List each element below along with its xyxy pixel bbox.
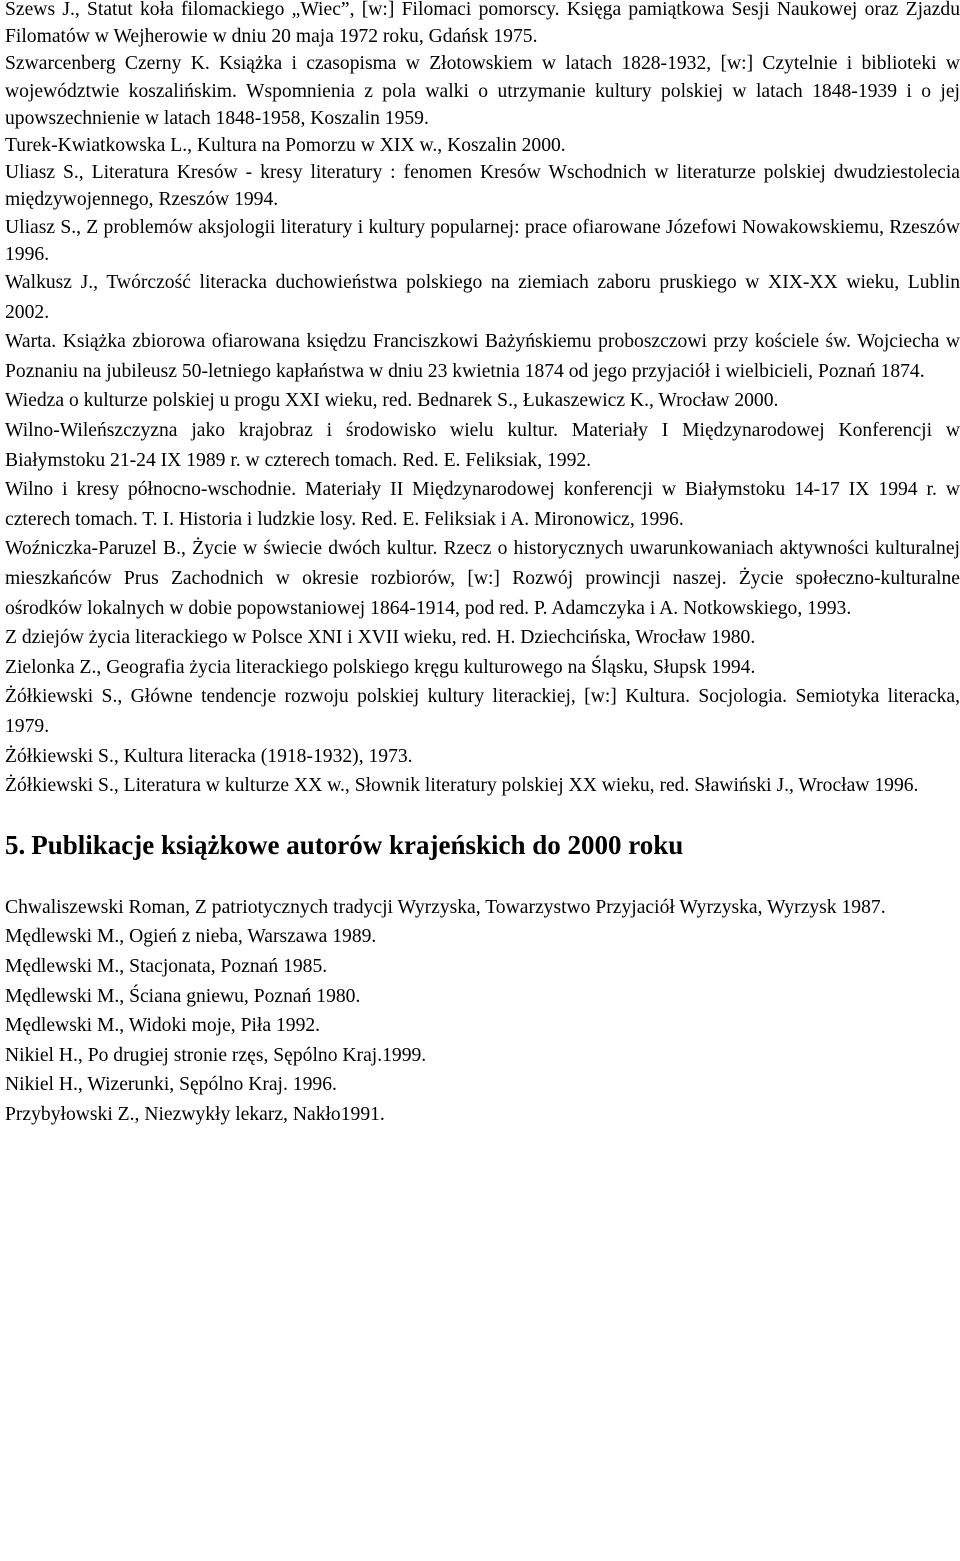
- bibliography-entry: Chwaliszewski Roman, Z patriotycznych tradycji Wyrzyska, Towarzystwo Przyjaciół Wyrzyska, Wyrzysk 1987.: [5, 896, 886, 918]
- bibliography-entry: Szews J., Statut koła filomackiego „Wiec”, [w:] Filomaci pomorscy. Księga pamiątkowa Sesji Naukowej oraz Zjazdu Filomatów w Wejherowie w dniu 20 maja 1972 roku, Gdańsk 1975.: [5, 0, 960, 48]
- bibliography-entry: Nikiel H., Po drugiej stronie rzęs, Sępólno Kraj.1999.: [5, 1044, 427, 1066]
- bibliography-entry: Zielonka Z., Geografia życia literackiego polskiego kręgu kulturowego na Śląsku, Słupsk 1994.: [5, 656, 756, 678]
- bibliography-entry: Walkusz J., Twórczość literacka duchowieństwa polskiego na ziemiach zaboru pruskiego w XIX-XX wieku, Lublin 2002.: [5, 272, 960, 323]
- bibliography-entry: Mędlewski M., Ściana gniewu, Poznań 1980.: [5, 985, 361, 1007]
- bibliography-entry: Nikiel H., Wizerunki, Sępólno Kraj. 1996.: [5, 1074, 337, 1096]
- authors-publications-list: [5, 893, 960, 1130]
- bibliography-entry: Szwarcenberg Czerny K. Książka i czasopisma w Złotowskiem w latach 1828-1932, [w:] Czytelnie i biblioteki w województwie koszalińskim. Wspomnienia z pola walki o utrzymanie kultury polskiej w latach 1848-1939 i o jej upowszechnienie w latach 1848-1958, Koszalin 1959.: [5, 53, 960, 129]
- bibliography-entry: Wilno-Wileńszczyzna jako krajobraz i środowisko wielu kultur. Materiały I Międzynarodowej Konferencji w Białymstoku 21-24 IX 1989 r. w czterech tomach. Red. E. Feliksiak, 1992.: [5, 420, 960, 471]
- bibliography-entry: Uliasz S., Literatura Kresów - kresy literatury : fenomen Kresów Wschodnich w literaturze polskiej dwudziestolecia międzywojennego, Rzeszów 1994.: [5, 162, 960, 211]
- bibliography-entry: Żółkiewski S., Główne tendencje rozwoju polskiej kultury literackiej, [w:] Kultura. Socjologia. Semiotyka literacka, 1979.: [5, 686, 960, 737]
- section-number: 5.: [5, 829, 26, 860]
- bibliography-entry: Uliasz S., Z problemów aksjologii literatury i kultury popularnej: prace ofiarowane Józefowi Nowakowskiemu, Rzeszów 1996.: [5, 216, 960, 265]
- bibliography-entry: Żółkiewski S., Literatura w kulturze XX w., Słownik literatury polskiej XX wieku, red. Sławiński J., Wrocław 1996.: [5, 775, 919, 797]
- bibliography-entry: Turek-Kwiatkowska L., Kultura na Pomorzu w XIX w., Koszalin 2000.: [5, 135, 566, 157]
- bibliography-entry: Wilno i kresy północno-wschodnie. Materiały II Międzynarodowej konferencji w Białymstoku 14-17 IX 1994 r. w czterech tomach. T. I. Historia i ludzkie losy. Red. E. Feliksiak i A. Mironowicz, 1996.: [5, 479, 960, 530]
- bibliography-entry: Wiedza o kulturze polskiej u progu XXI wieku, red. Bednarek S., Łukaszewicz K., Wrocław 2000.: [5, 390, 779, 412]
- bibliography-entry: Żółkiewski S., Kultura literacka (1918-1932), 1973.: [5, 745, 413, 767]
- bibliography-entry: Przybyłowski Z., Niezwykły lekarz, Nakło1991.: [5, 1103, 385, 1125]
- section-title: Publikacje książkowe autorów krajeńskich do 2000 roku: [31, 829, 684, 860]
- bibliography-list: [5, 0, 960, 801]
- bibliography-entry: Mędlewski M., Ogień z nieba, Warszawa 1989.: [5, 926, 377, 948]
- section-heading: [5, 829, 960, 861]
- bibliography-entry: Mędlewski M., Widoki moje, Piła 1992.: [5, 1015, 321, 1037]
- bibliography-entry: Z dziejów życia literackiego w Polsce XNI i XVII wieku, red. H. Dziechcińska, Wrocław 1980.: [5, 627, 756, 649]
- bibliography-entry: Mędlewski M., Stacjonata, Poznań 1985.: [5, 955, 328, 977]
- bibliography-entry: Woźniczka-Paruzel B., Życie w świecie dwóch kultur. Rzecz o historycznych uwarunkowaniach aktywności kulturalnej mieszkańców Prus Zachodnich w okresie rozbiorów, [w:] Rozwój prowincji naszej. Życie społeczno-kulturalne ośrodków lokalnych w dobie popowstaniowej 1864-1914, pod red. P. Adamczyka i A. Notkowskiego, 1993.: [5, 538, 960, 619]
- bibliography-entry: Warta. Książka zbiorowa ofiarowana księdzu Franciszkowi Bażyńskiemu proboszczowi przy kościele św. Wojciecha w Poznaniu na jubileusz 50-letniego kapłaństwa w dniu 23 kwietnia 1874 od jego przyjaciół i wielbicieli, Poznań 1874.: [5, 331, 960, 382]
